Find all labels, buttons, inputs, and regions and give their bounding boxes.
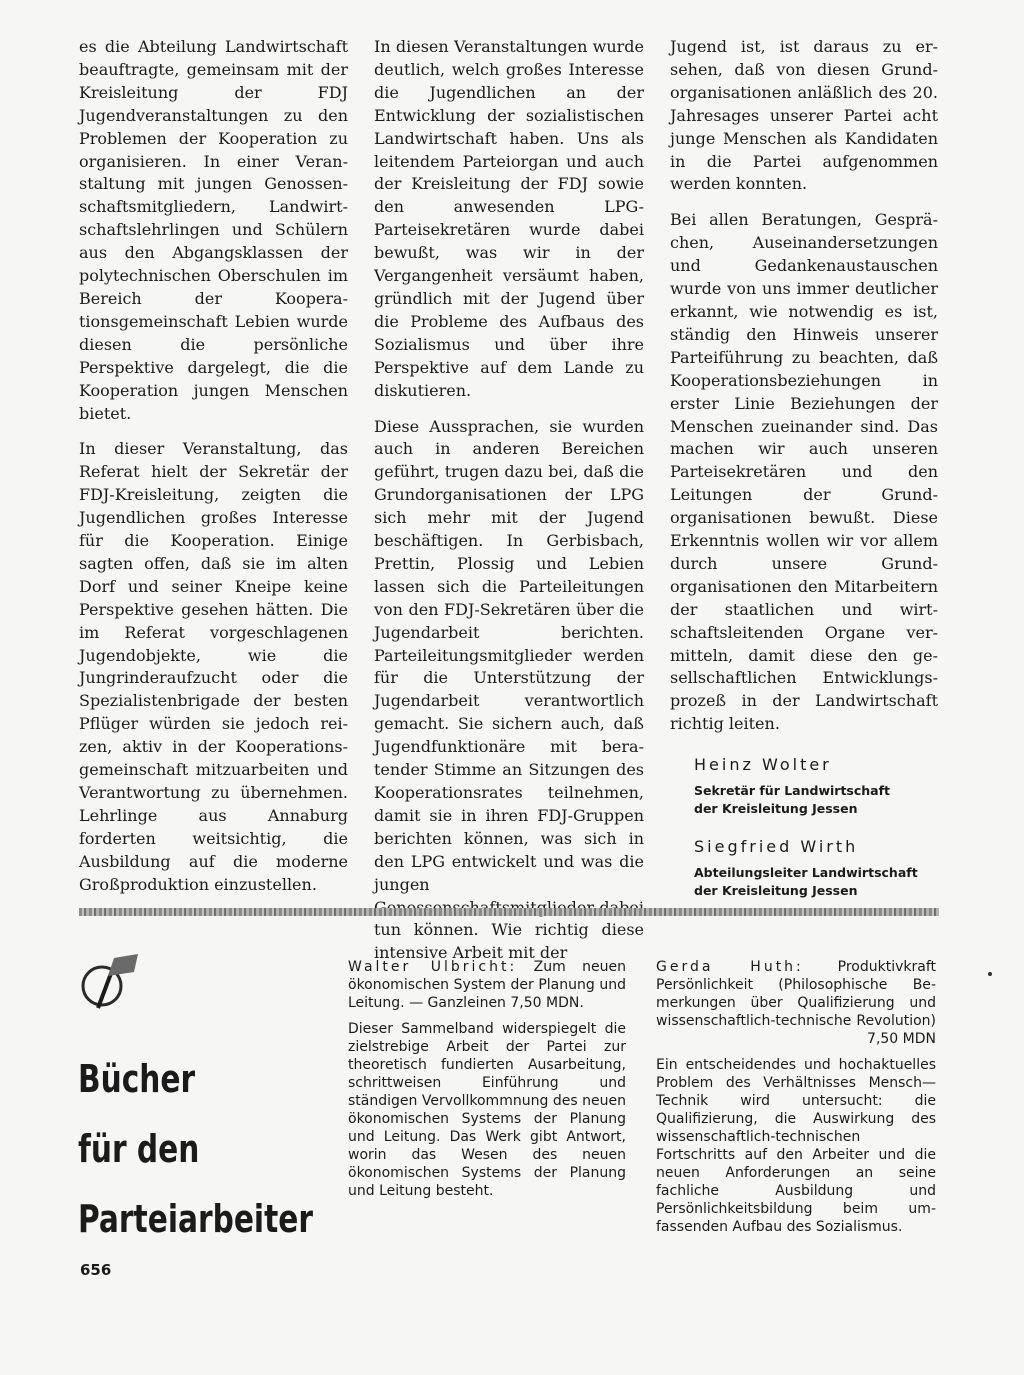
party-flag-logo-icon bbox=[78, 950, 140, 1012]
book-title: Zum neuen ökonomischen System der Planung und Leitung. — Ganzleinen 7,50 MDN. bbox=[348, 959, 627, 1011]
book-description: Dieser Sammelband widerspiegelt die zielstrebige Arbeit der Partei zur theoretisch fundierten Ausarbeitung, schrittweisen Einführung und ständigen Vervollkommnung des neuen ökonomischen Systems der Planung und Leitung. Das Werk gibt Antwort, worin das Wesen des neuen ökonomischen Systems der Planung und Leitung besteht. bbox=[348, 1021, 626, 1199]
paragraph: Bei allen Beratungen, Gesprächen, Auseinandersetzungen und Gedankenaustauschen wurde von uns immer deutlicher erkannt, wie notwendig es ist, ständig den Hinweis unserer Parteiführung zu beachten, daß Kooperationsbeziehungen in erster Linie Beziehungen der Menschen zueinander sind. Das machen wir auch unseren Parteisekretären und den Leitungen der Grundorganisationen bewußt. Diese Erkenntnis wollen wir vor allem durch unsere Grundorganisationen den Mitarbeitern der staatlichen und wirtschaftsleitenden Organe vermitteln, damit diese den gesellschaftlichen Entwicklungsprozeß in der Landwirtschaft richtig leiten. bbox=[670, 210, 938, 734]
signature-block bbox=[670, 754, 938, 818]
signature-role: der Kreisleitung Jessen bbox=[694, 883, 858, 899]
print-speck bbox=[988, 972, 992, 976]
signature-role: der Kreisleitung Jessen bbox=[694, 801, 858, 817]
signature-name: Heinz Wolter bbox=[694, 755, 832, 775]
paragraph: Jugend ist, ist daraus zu ersehen, daß von diesen Grundorganisationen anläßlich des 20. Jahresages unserer Partei acht junge Menschen als Kandidaten in die Partei aufgenommen werden konnten. bbox=[670, 37, 938, 194]
article-column-3 bbox=[670, 36, 938, 900]
books-heading bbox=[78, 1044, 313, 1254]
book-entry-1 bbox=[348, 958, 626, 1200]
heading-line: Parteiarbeiter bbox=[78, 1197, 313, 1241]
article-column-1 bbox=[79, 36, 348, 897]
book-description: Ein entscheidendes und hochaktuelles Problem des Verhältnisses Mensch—Technik wird untersucht: die Qualifizierung, die Auswirkung des wissenschaftlich-technischen Fortschritts auf den Arbeiter und die neuen Anforderungen an seine fachliche Ausbildung und Persönlichkeitsbildung beim umfassenden Aufbau des Sozialismus. bbox=[656, 1057, 936, 1235]
signature-name: Siegfried Wirth bbox=[694, 837, 859, 857]
paragraph: In diesen Veranstaltungen wurde deutlich, welch großes Interesse die Jugendlichen an der Entwicklung der sozialistischen Landwirtschaft haben. Uns als leitendem Parteiorgan und auch der Kreisleitung der FDJ sowie den anwesenden LPG-Parteisekretären wurde dabei bewußt, was wir in der Vergangenheit versäumt haben, gründlich mit der Jugend über die Probleme des Aufbaus des Sozialismus und über ihre Perspektive auf dem Lande zu diskutieren. bbox=[374, 37, 644, 400]
heading-line: für den bbox=[78, 1127, 200, 1171]
paragraph: es die Abteilung Landwirtschaft beauftragte, gemeinsam mit der Kreisleitung der FDJ Jugendveranstaltungen zu den Problemen der Kooperation zu organisieren. In einer Veranstaltung mit jungen Genossenschaftsmitgliedern, Landwirtschaftslehrlingen und Schülern aus den Abgangsklassen der polytechnischen Oberschulen im Bereich der Kooperationsgemeinschaft Lebien wurde diesen die persönliche Perspektive dargelegt, die die Kooperation jungen Menschen bietet. bbox=[79, 37, 348, 423]
book-price: 7,50 MDN bbox=[867, 1031, 936, 1047]
book-entry-2 bbox=[656, 958, 936, 1236]
page-number: 656 bbox=[80, 1261, 112, 1279]
signature-block bbox=[670, 836, 938, 900]
heading-line: Bücher bbox=[78, 1057, 196, 1101]
section-divider bbox=[79, 908, 939, 916]
paragraph: Diese Aussprachen, sie wurden auch in anderen Bereichen geführt, trugen dazu bei, daß die Grundorganisationen der LPG sich mehr mit der Jugend beschäftigen. In Gerbisbach, Prettin, Plossig und Lebien lassen sich die Parteileitungen von den FDJ-Sekretären über die Jugendarbeit berichten. Parteileitungsmitglieder werden für die Unterstützung der Jugendarbeit verantwortlich gemacht. Sie sichern auch, daß Jugendfunktionäre mit beratender Stimme an Sitzungen des Kooperationsrates teilnehmen, damit sie in ihren FDJ-Gruppen berichten können, was sich in den LPG entwickelt und was die jungen tun können. Wie richtig diese intensive Arbeit mit der bbox=[374, 416, 644, 963]
article-column-2 bbox=[374, 36, 644, 965]
signature-role: Abteilungsleiter Landwirtschaft bbox=[694, 865, 918, 881]
book-author: Gerda Huth: bbox=[656, 959, 804, 975]
signature-role: Sekretär für Landwirtschaft bbox=[694, 783, 891, 799]
paragraph: In dieser Veranstaltung, das Referat hielt der Sekretär der FDJ-Kreisleitung, zeigten die Jugendlichen großes Interesse für die Kooperation. Einige sagten offen, daß sie im alten Dorf und seiner Kneipe keine Perspektive gesehen hätten. Die im Referat vorgeschlagenen Jugendobjekte, wie die Jungrinderaufzucht oder die Spezialistenbrigade der besten Pflüger würden sie jedoch reizen, aktiv in der Kooperationsgemeinschaft mitzuarbeiten und Verantwortung zu übernehmen. Lehrlinge aus Annaburg forderten weitsichtig, die Ausbildung auf die moderne Großproduktion einzustellen. bbox=[79, 439, 348, 894]
book-author: Walter Ulbricht: bbox=[348, 959, 518, 975]
book-title: Produktivkraft Persönlichkeit (Philosophische Bemerkungen über Qualifizierung und wissenschaftlich-technische Revolution) bbox=[656, 959, 936, 1029]
